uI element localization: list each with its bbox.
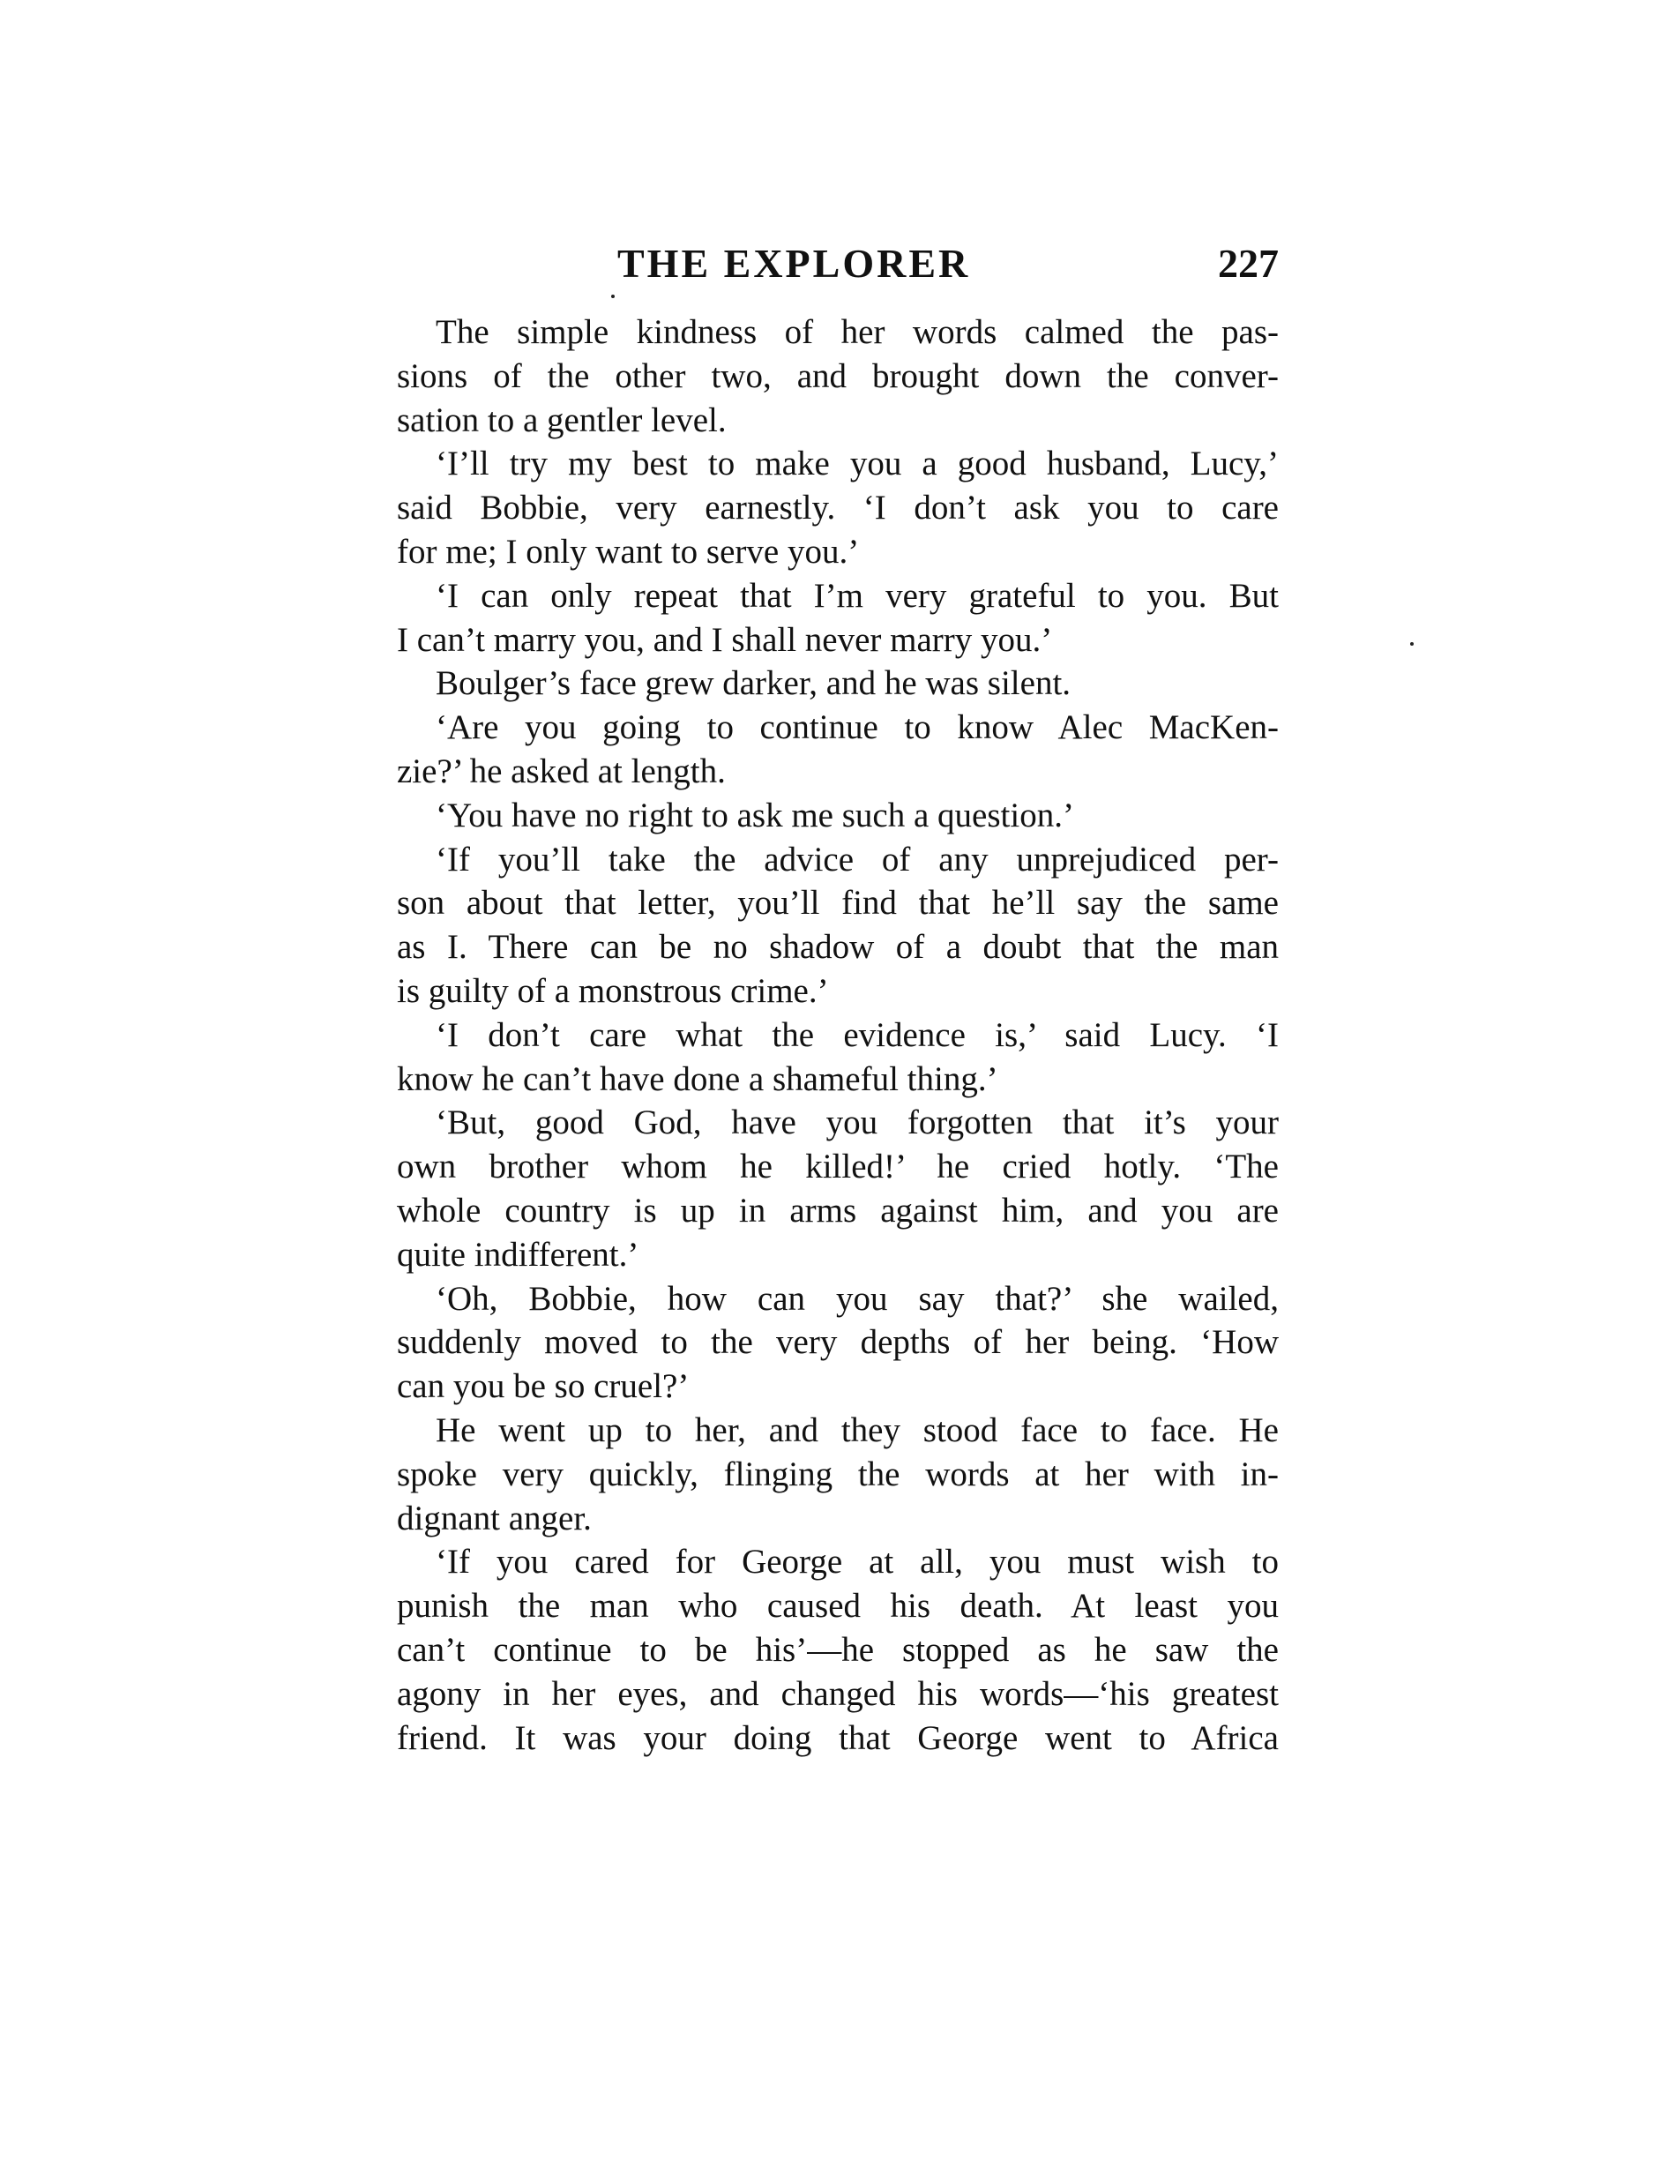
text-line: He went up to her, and they stood face to face. He <box>436 1410 1279 1449</box>
text-line: The simple kindness of her words calmed the pas- <box>436 313 1279 351</box>
print-speck <box>1410 642 1414 646</box>
text-line: Boulger’s face grew darker, and he was silent. <box>436 664 1071 703</box>
text-line: own brother whom he killed!’ he cried hotly. ‘The <box>397 1148 1279 1186</box>
text-line: whole country is up in arms against him, and you are <box>397 1191 1279 1230</box>
text-line: suddenly moved to the very depths of her being. ‘How <box>397 1323 1279 1362</box>
text-line: ‘But, good God, have you forgotten that it’s your <box>436 1103 1279 1142</box>
print-speck <box>611 295 615 298</box>
text-line: friend. It was your doing that George went to Africa <box>397 1718 1279 1757</box>
text-line: ‘If you’ll take the advice of any unprejudiced per- <box>436 840 1279 879</box>
text-line: ‘You have no right to ask me such a question.’ <box>436 796 1074 834</box>
page-header <box>397 236 1279 298</box>
text-line: ‘Are you going to continue to know Alec MacKen- <box>436 708 1279 747</box>
running-title: THE EXPLORER <box>617 241 971 286</box>
text-line: ‘If you cared for George at all, you must wish to <box>436 1543 1279 1582</box>
text-line: zie?’ he asked at length. <box>397 752 726 790</box>
text-line: quite indifferent.’ <box>397 1235 639 1274</box>
text-line: agony in her eyes, and changed his words—‘his greatest <box>397 1674 1279 1713</box>
text-line: ‘I can only repeat that I’m very grateful to you. But <box>436 576 1279 615</box>
text-line: as I. There can be no shadow of a doubt that the man <box>397 928 1279 967</box>
text-line: for me; I only want to serve you.’ <box>397 532 860 571</box>
text-line: know he can’t have done a shameful thing.’ <box>397 1059 998 1098</box>
text-line: sation to a gentler level. <box>397 400 727 439</box>
body-text <box>397 310 1279 1760</box>
text-line: ‘I’ll try my best to make you a good husband, Lucy,’ <box>436 445 1279 483</box>
text-line: can you be so cruel?’ <box>397 1367 690 1406</box>
text-line: punish the man who caused his death. At least you <box>397 1587 1279 1626</box>
text-line: spoke very quickly, flinging the words at her with in- <box>397 1455 1279 1493</box>
text-line: can’t continue to be his’—he stopped as he saw the <box>397 1630 1279 1669</box>
text-line: I can’t marry you, and I shall never marry you.’ <box>397 620 1053 659</box>
text-line: sions of the other two, and brought down the conver- <box>397 356 1279 395</box>
text-line: dignant anger. <box>397 1499 592 1537</box>
text-line: ‘I don’t care what the evidence is,’ said Lucy. ‘I <box>436 1015 1279 1054</box>
text-line: ‘Oh, Bobbie, how can you say that?’ she wailed, <box>436 1279 1279 1318</box>
page-number: 227 <box>1218 241 1279 286</box>
text-line: said Bobbie, very earnestly. ‘I don’t ask you to care <box>397 489 1279 527</box>
text-line: son about that letter, you’ll find that he’ll say the same <box>397 884 1279 923</box>
text-line: is guilty of a monstrous crime.’ <box>397 971 829 1010</box>
